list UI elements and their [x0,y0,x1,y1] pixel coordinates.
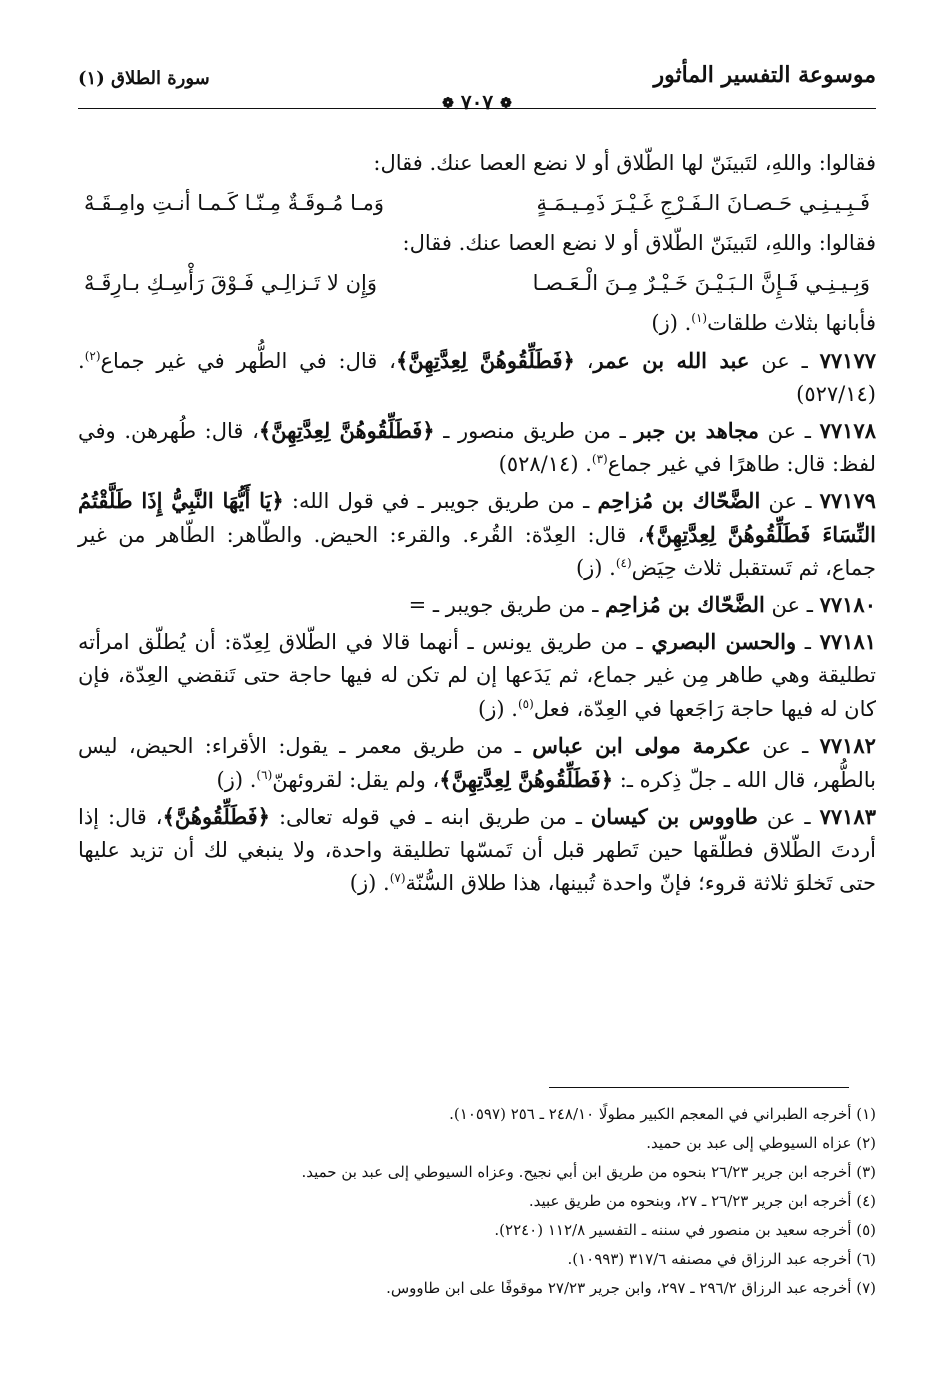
intro-line: فقالوا: واللهِ، لتَبينَنّ الطّلاق أو لا نضع العصا عنك. فقال: [402,231,876,255]
main-text [78,148,876,903]
entry-number: ٧٧١٨٣ [819,804,876,829]
hadith-entry [78,344,876,411]
page-header [78,62,876,114]
poem-verse [78,188,876,218]
entries-list [78,344,876,900]
footnote-item: (٤) أخرجه ابن جرير ٢٦/٢٣ ـ ٢٧، وبنحوه من طريق عبيد. [528,1192,876,1210]
entry-text: ـ من طريق منصور ـ [434,419,635,443]
entry-number: ٧٧١٧٧ [819,348,877,373]
page-number-value: ٧٠٧ [460,90,494,114]
footnote-item: (٣) أخرجه ابن جرير ٢٦/٢٣ بنحوه من طريق ابن أبي نجيح. وعزاه السيوطي إلى عبد بن حميد. [301,1163,876,1181]
entry-text: ـ من طريق معمر ـ يقول: الأقراء: الحيض، ليس بالطُّهر، قال الله ـ جلّ ذِكره ـ: [78,734,876,792]
hadith-entry [78,484,876,585]
entry-number: ٧٧١٨١ [819,629,877,654]
entry-text: ، قال: طُهرهن. وفي لفظ: قال: طاهرًا في غير جماع [78,419,876,476]
entry-text: ، قال: إذا أردتَ الطّلاق فطلّقها حين تَطهر قبل أن تَمسّها تطليقة واحدة، ولا ينبغي لك أن تزيد عليها حتى تَخلوَ ثلاثة قروء؛ فإنّ واحدة تُبينها، هذا طلاق السُّنّة [78,805,876,895]
footnote-marker[interactable]: (٧) [389,871,406,885]
entry-text: ـ من طريق ابنه ـ في قوله تعالى: [269,805,591,829]
intro-text: فأبانها بثلاث طلقات [707,311,876,335]
entry-text: ـ عن [760,489,812,513]
verse-hemistich: وَمـا مُـوقَـةٌ مِـنّـا كَـمـا أنـتِ وامِـقَـهْ [84,191,385,215]
entry-text: ـ من طريق يونس ـ أنهما قالا في الطّلاق لِعِدّة: أن يُطلّق امرأته تطليقة وهي طاهر مِن غير جماع، ثم يَدَعها إن لم تكن له فيها حاجة حتى تَنقضي العِدّة، فإن كان له فيها حاجة رَاجَعها في العِدّة، فعل [78,630,876,721]
entry-text: ـ عن [764,593,813,617]
entry-number: ٧٧١٧٩ [819,488,876,513]
footnote-marker[interactable]: (٤) [615,556,632,570]
footnote-marker[interactable]: (٦) [256,768,273,782]
entry-text: ، قال: في الطُّهر في غير جماع [100,349,396,373]
narrator-name: عكرمة مولى ابن عباس [532,733,751,758]
verse-hemistich: وَبِـيـنِـي فَـإِنَّ الـبَـيْـنَ خَـيْـرٌ مِـنَ الْـعَـصـا [532,271,870,295]
footnote-item: (٧) أخرجه عبد الرزاق ٢٩٦/٢ ـ ٢٩٧، وابن جرير ٢٧/٢٣ موقوفًا على ابن طاووس. [386,1279,876,1297]
narrator-name: الضَّحّاك بن مُزاحِم [605,592,765,617]
intro-ref: . (ز) [651,311,692,335]
verse-hemistich: وَإِن لا تَـزالِـي فَـوْقَ رَأْسِـكِ بـارِقَـهْ [84,271,377,295]
entry-text: ـ [796,630,811,654]
intro-line: فقالوا: واللهِ، لتَبينَنّ لها الطّلاق أو لا نضع العصا عنك. فقال: [373,151,876,175]
footnote-marker[interactable]: (١) [691,311,708,325]
entry-text: ـ عن [758,419,811,443]
footnote-item: (١) أخرجه الطبراني في المعجم الكبير مطولًا ٢٤٨/١٠ ـ ٢٥٦ (١٠٥٩٧). [449,1105,876,1123]
narrator-name: عبد الله بن عمر [593,348,750,373]
verse-hemistich: فَـبِـيـنِـي حَـصـانَ الـفَـرْجِ غَـيْـرَ ذَمِـيـمَـةٍ [536,191,870,215]
footnote-item: (٦) أخرجه عبد الرزاق في مصنفه ٣١٧/٦ (١٠٩٩٣). [567,1250,876,1268]
entry-text: ـ عن [750,734,809,758]
hadith-entry [78,800,876,900]
ornament-icon: ❁ [500,95,512,112]
quran-quote: ﴿فَطَلِّقُوهُنَّ لِعِدَّتِهِنَّ﴾ [395,348,575,373]
narrator-name: طاووس بن كيسان [590,804,758,829]
entry-text: ـ عن [757,805,811,829]
book-title: موسوعة التفسير المأثور [653,62,876,88]
entry-text: ـ من طريق جويبر ـ = [408,593,606,617]
quran-quote: ﴿فَطَلِّقُوهُنَّ لِعِدَّتِهِنَّ﴾ [258,418,435,443]
footnote-divider [549,1087,849,1088]
footnotes [78,1100,876,1303]
intro-line [78,308,876,338]
entry-text: ، ولم يقل: لقروئهنّ [272,768,440,792]
volume-reference: . (ز) [478,697,518,721]
volume-reference: . (ز) [575,556,616,580]
narrator-name: والحسن البصري [651,629,797,654]
quran-quote: ﴿فَطَلِّقُوهُنَّ لِعِدَّتِهِنَّ﴾ [439,767,614,792]
narrator-name: الضَّحّاك بن مُزاحِم [597,488,761,513]
surah-title: سورة الطلاق (١) [78,68,210,89]
footnote-marker[interactable]: (٣) [591,452,608,466]
header-divider [78,108,876,109]
hadith-entry [78,729,876,797]
quran-quote: ﴿يَا أَيُّهَا النَّبِيُّ إِذَا طَلَّقْتُمُ النِّسَاءَ فَطَلِّقُوهُنَّ لِعِدَّتِهِنَّ﴾ [78,488,876,547]
entry-text: ـ عن [749,349,808,373]
hadith-entry [78,625,876,726]
footnote-item: (٥) أخرجه سعيد بن منصور في سننه ـ التفسير ١١٢/٨ (٢٢٤٠). [494,1221,876,1239]
page-number [78,90,876,114]
entry-number: ٧٧١٧٨ [819,418,876,443]
hadith-entry [78,588,876,622]
footnote-marker[interactable]: (٥) [517,697,534,711]
entry-text: ، [574,349,594,373]
quran-quote: ﴿فَطَلِّقُوهُنَّ﴾ [162,804,270,829]
ornament-icon: ❁ [442,95,454,112]
volume-reference: . (٥٢٨/١٤) [498,452,592,476]
poem-verse [78,268,876,298]
entry-text: ، قال: العِدّة: القُرء. والقرء: الحيض. والطّاهر: الطّاهر من غير جماع، ثم تَستقبل ثلاث حِيَض [78,523,876,580]
narrator-name: مجاهد بن جبر [634,418,759,443]
volume-reference: . (ز) [216,768,257,792]
hadith-entry [78,414,876,481]
footnote-marker[interactable]: (٢) [84,349,101,363]
volume-reference: . (٥٢٧/١٤) [78,349,876,406]
entry-number: ٧٧١٨٢ [819,733,876,758]
volume-reference: . (ز) [349,871,390,895]
entry-text: ـ من طريق جويبر ـ في قول الله: [283,489,598,513]
footnote-item: (٢) عزاه السيوطي إلى عبد بن حميد. [646,1134,876,1152]
entry-number: ٧٧١٨٠ [819,592,876,617]
